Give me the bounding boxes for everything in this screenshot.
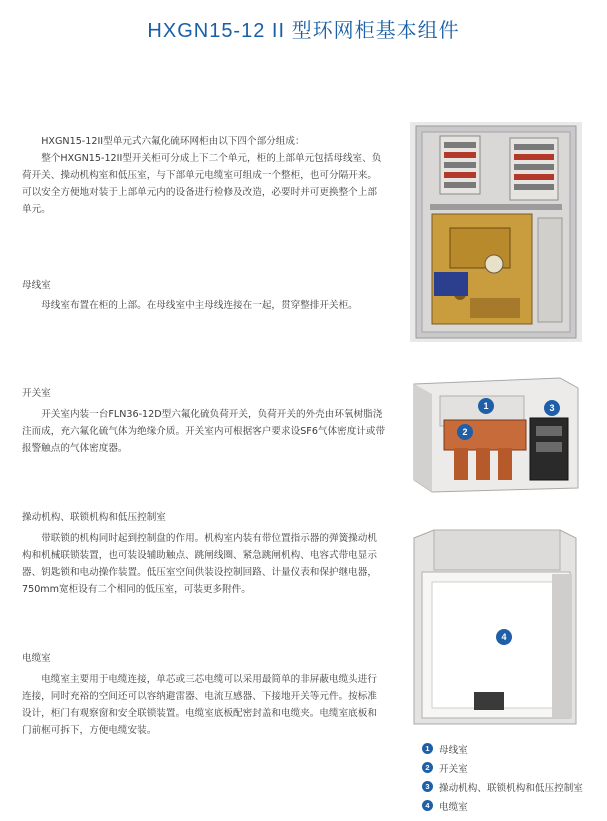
cable-heading: 电缆室: [22, 653, 51, 664]
legend-item-switch: [422, 758, 583, 777]
component-legend: [422, 739, 583, 815]
badge-cable: 4: [496, 629, 512, 645]
busbar-text-block: [22, 297, 386, 314]
mechanism-text: 带联锁的机构同时起到控制盘的作用。机构室内装有带位置指示器的弹簧操动机构和机械联锁装置，也可装设辅助触点、跳闸线圈、紧急跳闸机构、电容式带电显示器、钥匙锁和电动操作装置。低压室空间供装设控制回路、计量仪表和保护继电器， 750mm宽柜设有二个相同的低压室，可装更多附件。: [22, 533, 377, 595]
badge-switch: 2: [457, 424, 473, 440]
legend-label: 电缆室: [439, 801, 468, 813]
cable-text-block: [22, 671, 386, 739]
busbar-heading: 母线室: [22, 280, 51, 291]
legend-label: 母线室: [439, 744, 468, 756]
intro-paragraph-2: 整个HXGN15-12II型开关柜可分成上下二个单元，柜的上部单元包括母线室、负荷开关、操动机构室和低压室，与下部单元电缆室可组成一个整柜，也可分隔开来。可以安全方便地对装于上部单元内的设备进行检修及改造，必要时并可更换整个上部单元。: [22, 153, 382, 215]
mechanism-heading: 操动机构、联锁机构和低压控制室: [22, 512, 166, 523]
cable-room-photo: [410, 524, 582, 730]
switch-text-block: [22, 406, 386, 457]
legend-item-cable: [422, 796, 583, 815]
legend-number-icon: 2: [422, 762, 433, 773]
legend-label: 开关室: [439, 763, 468, 775]
cable-room-illustration: [410, 524, 582, 730]
busbar-text: 母线室布置在柜的上部。在母线室中主母线连接在一起，贯穿整排开关柜。: [41, 300, 358, 311]
switch-room-photo: [410, 376, 582, 494]
legend-label: 操动机构、联锁机构和低压控制室: [439, 782, 583, 794]
mechanism-text-block: [22, 530, 386, 598]
cable-text: 电缆室主要用于电缆连接，单芯或三芯电缆可以采用最简单的非屏蔽电缆头进行连接，同时充裕的空间还可以容纳避雷器、电流互感器、下接地开关等元件。按标准设计，柜门有观察窗和安全联锁装置。电缆室底板配密封盖和电缆夹。电缆室底板和门前框可拆下，方便电缆安装。: [22, 674, 377, 736]
badge-busbar: 1: [478, 398, 494, 414]
legend-number-icon: 1: [422, 743, 433, 754]
intro-block: [22, 133, 386, 218]
legend-number-icon: 3: [422, 781, 433, 792]
legend-item-mechanism: [422, 777, 583, 796]
badge-mechanism: 3: [544, 400, 560, 416]
busbar-cabinet-photo: [410, 122, 582, 342]
legend-item-busbar: [422, 739, 583, 758]
switch-room-illustration: [410, 376, 582, 494]
intro-paragraph-1: HXGN15-12II型单元式六氟化硫环网柜由以下四个部分组成：: [41, 136, 305, 147]
page-title: HXGN15-12 II 型环网柜基本组件: [147, 20, 460, 42]
switch-heading: 开关室: [22, 388, 51, 399]
busbar-cabinet-illustration: [410, 122, 582, 342]
switch-text: 开关室内装一台FLN36-12D型六氟化硫负荷开关，负荷开关的外壳由环氧树脂浇注而成，充六氟化硫气体为绝缘介质。开关室内可根据客户要求设SF6气体密度计或带报警触点的气体密度器。: [22, 409, 386, 454]
legend-number-icon: 4: [422, 800, 433, 811]
